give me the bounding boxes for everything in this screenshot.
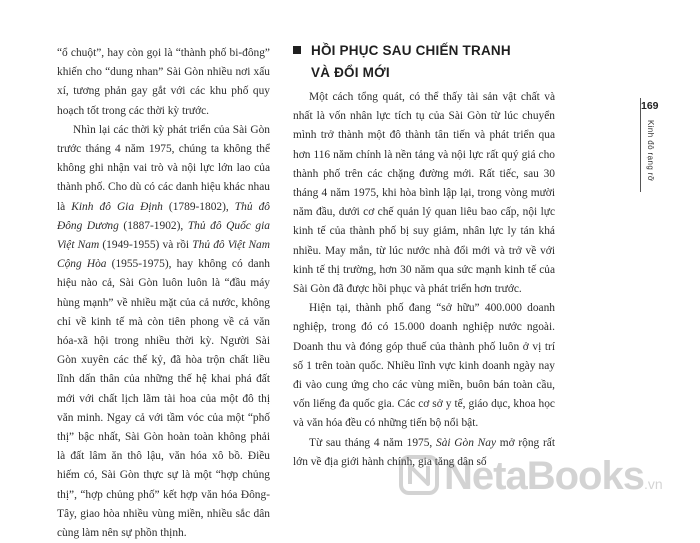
left-paragraph-2	[57, 121, 270, 543]
text-run: mở rộng rất lớn về địa giới hành chính, gia tăng dân số	[293, 436, 555, 468]
right-paragraph-2: Hiện tại, thành phố đang “sở hữu” 400.000 doanh nghiệp, trong đó có 15.000 doanh nghiệp nước ngoài. Doanh thu và đóng góp thuế của thành phố luôn ở vị trí số 1 trên toàn quốc. Nhiều lĩnh vực kinh doanh ngày nay đi vào cung ứng cho các vùng miền, buôn bán toàn cầu, vốn liếng đa quốc gia. Các cơ sở y tế, giáo dục, khoa học và văn hóa đều có những tiến bộ nổi bật.	[293, 302, 555, 430]
section-heading	[293, 40, 555, 84]
italic-title: Sài Gòn Nay	[436, 436, 496, 449]
text-run: Từ sau tháng 4 năm 1975,	[309, 436, 436, 449]
square-bullet-icon	[293, 46, 301, 54]
italic-title: Thủ đô Quốc gia Việt Nam	[57, 219, 270, 252]
right-paragraph-1: Một cách tổng quát, có thể thấy tài sản vật chất và nhất là vốn nhân lực tích tụ của Sài Gòn từ lúc chuyển mình trở thành một đô thành tân tiến và phát triển qua hơn 116 năm chính là nền tảng và nội lực rất quý giá cho thành phố trên các chặng đường mới. Rất tiếc, sau 30 tháng 4 năm 1975, khi hòa bình lập lại, trong vòng mười năm đầu, dưới cơ chế quản lý quan liêu bao cấp, nội lực kinh tế của thành phố bị suy giảm, nhân lực ly tán khá nhiều. May mắn, từ lúc nước nhà đổi mới và trở về với kinh tế thị trường, hơn 30 năm qua sức mạnh kinh tế của Sài Gòn đã được hồi phục và phát triển hơn trước.	[293, 91, 555, 296]
watermark-suffix: .vn	[643, 476, 663, 492]
heading-line-1: HỒI PHỤC SAU CHIẾN TRANH	[311, 43, 511, 58]
right-column	[293, 88, 555, 472]
italic-title: Thủ đô Việt Nam Cộng Hòa	[57, 239, 270, 271]
text-run: (1789-1802),	[162, 200, 235, 213]
margin-rule	[640, 98, 641, 192]
right-paragraph-3	[293, 434, 555, 472]
text-run: (1949-1955) và rồi	[99, 239, 193, 252]
page-number: 169	[641, 100, 659, 112]
running-head: Kinh đô rạng rỡ	[646, 120, 655, 182]
heading-line-2: VÀ ĐỔI MỚI	[311, 65, 390, 80]
text-run: (1955-1975), hay không có danh hiệu nào cả, Sài Gòn luôn luôn là “đầu máy hùng mạnh” về nhiều mặt của cả nước, không chỉ về kinh tế mà còn tiên phong về cả văn hóa-xã hội trong nhiều thời kỳ. Người Sài Gòn xuyên các thế kỷ, đã hòa trộn chất liều lĩnh dấn thân của những thế hệ khai phá đất mới với chất lịch lãm tài hoa của một đô thị văn minh. Ngay cả với tầm vóc của một “phố thị” bậc nhất, Sài Gòn hoàn toàn không phải là đất lâm ăn thô lậu, văn hóa xô bồ. Điều hiếm có, Sài Gòn thực sự là một “hợp chủng thị”, “hợp chủng phố” kết hợp văn hóa Đông-Tây, giao hòa nhiều vùng miền, nhiều sắc dân cùng làm nên sự phồn thịnh.	[57, 258, 270, 540]
left-paragraph-1: “ổ chuột”, hay còn gọi là “thành phố bi-đông” khiến cho “dung nhan” Sài Gòn nhiều nơi xấu xí, tương phản gay gắt với các khu phố quy hoạch tốt trong các thời kỳ trước.	[57, 47, 270, 117]
italic-title: Kinh đô Gia Định	[71, 200, 163, 213]
left-column	[57, 44, 270, 543]
text-run: (1887-1902),	[118, 219, 188, 232]
watermark-brand: NetaBooks	[444, 454, 644, 498]
italic-title: Thủ đô Đông Dương	[57, 200, 270, 232]
text-run: Nhìn lại các thời kỳ phát triển của Sài Gòn trước tháng 4 năm 1975, chúng ta không thể không ghi nhận vai trò và nội lực lớn lao của thành phố. Cho dù có các danh hiệu khác nhau là	[57, 123, 270, 213]
